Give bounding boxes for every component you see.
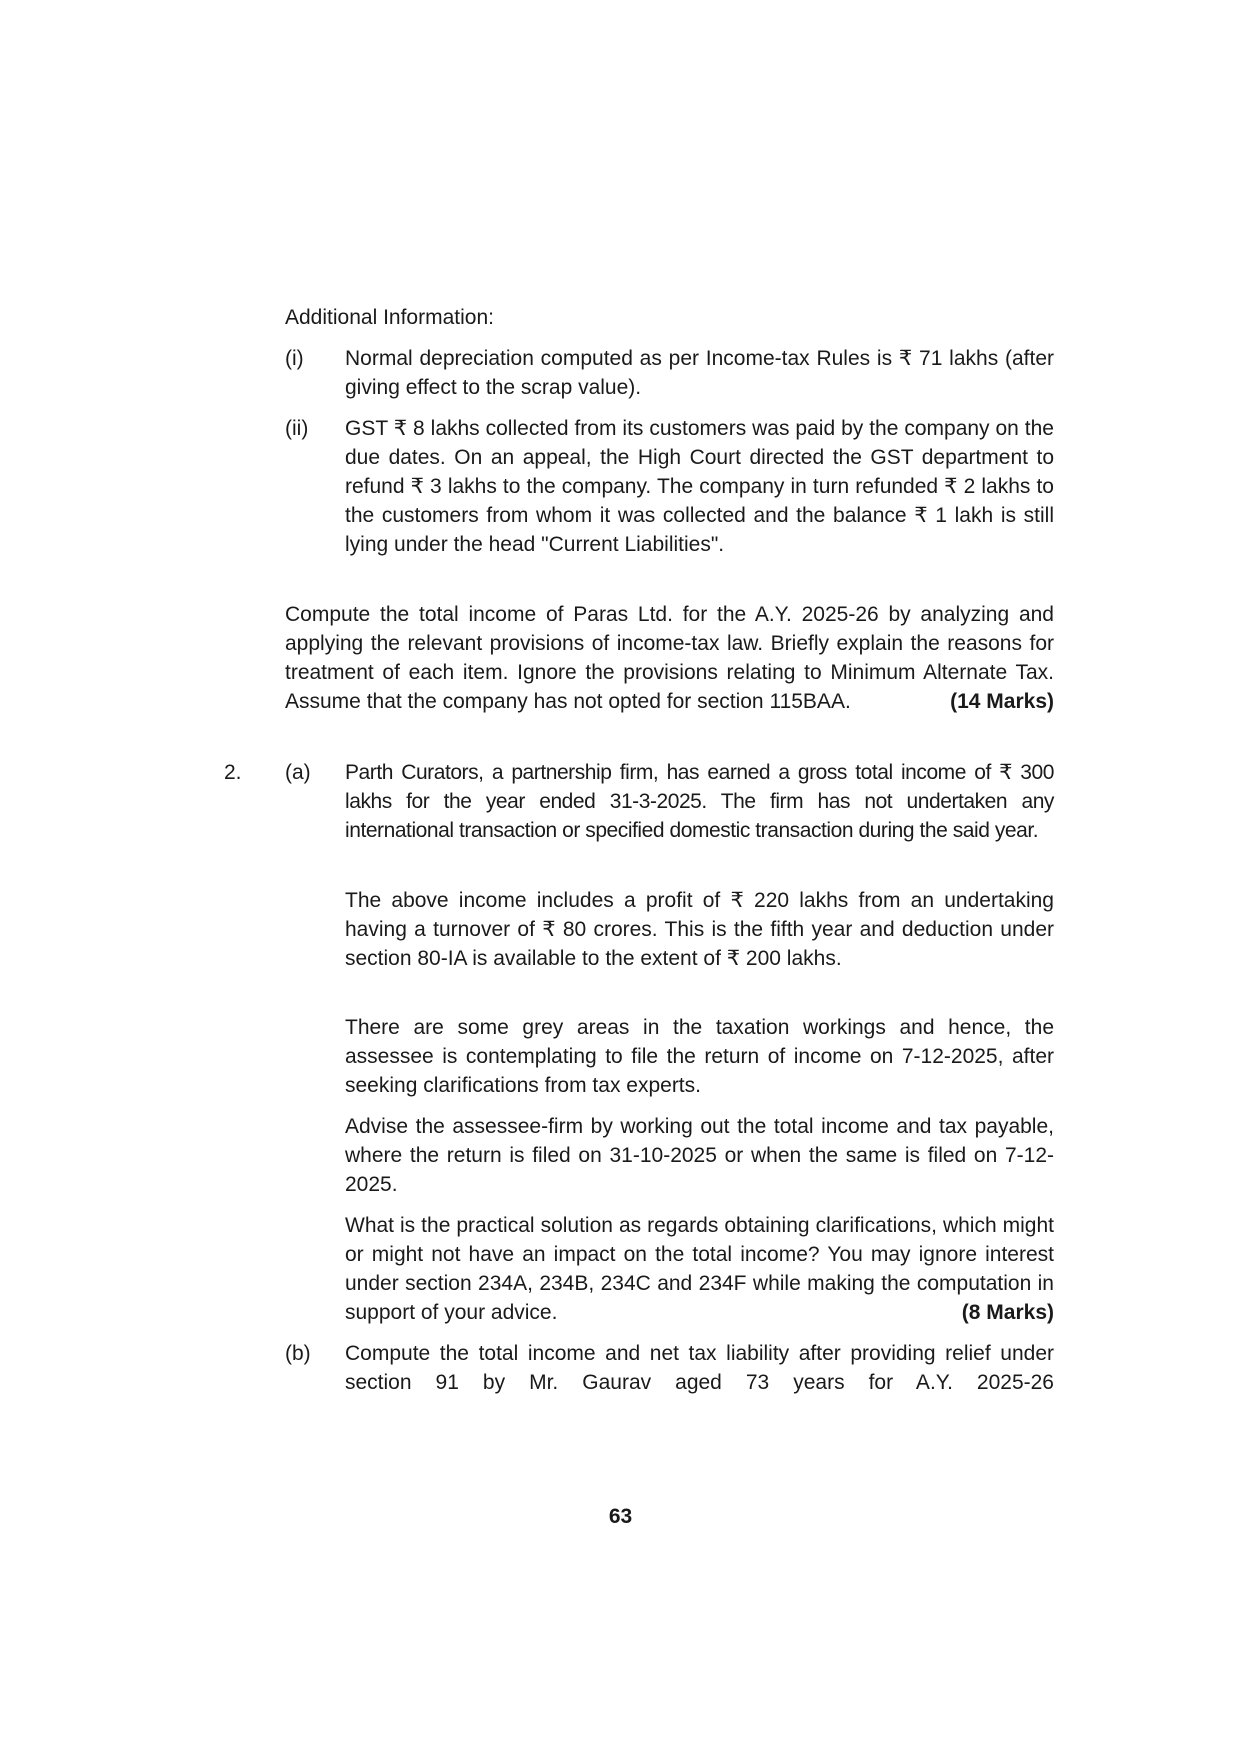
question-1-marks: (14 Marks)	[950, 690, 1054, 713]
part-a-marks: (8 Marks)	[961, 1301, 1054, 1324]
part-a-paragraph-5	[345, 1211, 1054, 1327]
part-a-paragraph-3: There are some grey areas in the taxation workings and hence, the assessee is contemplating to file the return of income on 7-12-2025, after seeking clarifications from tax experts.	[345, 1016, 1054, 1097]
part-a-paragraph-2: The above income includes a profit of ₹ 220 lakhs from an undertaking having a turnover of ₹ 80 crores. This is the fifth year and deduction under section 80-IA is available to the extent of ₹ 200 lakhs.	[345, 889, 1054, 970]
part-a-paragraph-4: Advise the assessee-firm by working out the total income and tax payable, where the return is filed on 31-10-2025 or when the same is filed on 7-12-2025.	[345, 1115, 1054, 1196]
part-a-paragraph-1: Parth Curators, a partnership firm, has earned a gross total income of ₹ 300 lakhs for the year ended 31-3-2025. The firm has not undertaken any international transaction or specified domestic transaction during the said year.	[345, 761, 1054, 842]
compute-instruction-text: Compute the total income of Paras Ltd. for the A.Y. 2025-26 by analyzing and applying the relevant provisions of income-tax law. Briefly explain the reasons for treatment of each item. Ignore the provisions relating to Minimum Alternate Tax. Assume that the company has not opted for section 115BAA.	[285, 603, 1054, 713]
additional-item-i-text: Normal depreciation computed as per Income-tax Rules is ₹ 71 lakhs (after giving effect to the scrap value).	[345, 347, 1054, 399]
additional-item-ii-text: GST ₹ 8 lakhs collected from its customers was paid by the company on the due dates. On an appeal, the High Court directed the GST department to refund ₹ 3 lakhs to the company. The company in turn refunded ₹ 2 lakhs to the customers from whom it was collected and the balance ₹ 1 lakh is still lying under the head "Current Liabilities".	[345, 417, 1054, 556]
additional-information-heading: Additional Information:	[285, 306, 494, 329]
compute-instruction	[285, 600, 1054, 716]
part-b-label: (b)	[285, 1342, 311, 1365]
part-a-label: (a)	[285, 761, 311, 784]
item-label: (ii)	[285, 417, 309, 440]
item-label: (i)	[285, 347, 304, 370]
page-number: 63	[608, 1505, 633, 1528]
part-a-paragraph-5-text: What is the practical solution as regards obtaining clarifications, which might or might not have an impact on the total income? You may ignore interest under section 234A, 234B, 234C and 234F while making the computation in support of your advice.	[345, 1214, 1054, 1324]
question-number: 2.	[224, 761, 242, 784]
part-b-text: Compute the total income and net tax liability after providing relief under section 91 by Mr. Gaurav aged 73 years for A.Y. 2025-26	[345, 1342, 1054, 1394]
